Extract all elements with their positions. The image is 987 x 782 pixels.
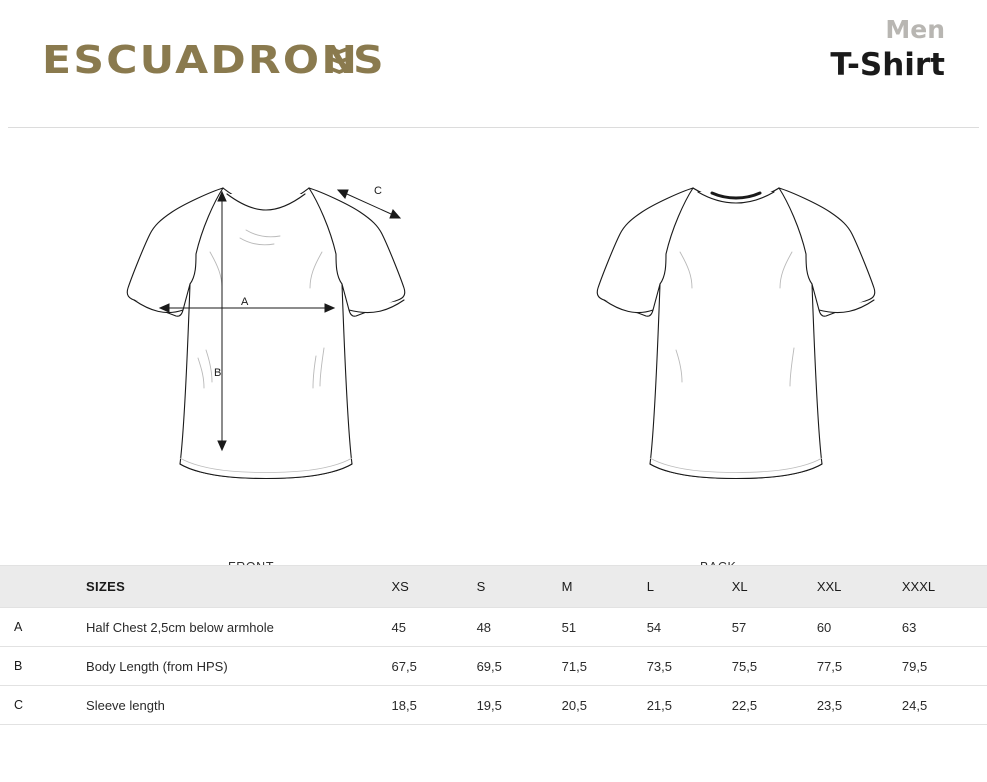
tshirt-back-illustration	[580, 180, 910, 525]
row-a-xxl: 60	[816, 619, 832, 635]
row-key-b: B	[14, 659, 23, 673]
table-row	[0, 608, 987, 647]
illustration-area	[0, 120, 987, 574]
header-size-xs: XS	[392, 566, 477, 608]
header-description: SIZES	[84, 566, 391, 608]
header-size-m: M	[562, 566, 647, 608]
tshirt-front-illustration	[110, 180, 440, 525]
table-body	[0, 608, 987, 725]
row-b-xxxl: 79,5	[901, 658, 928, 674]
table-header-row	[0, 566, 987, 608]
row-c-xxxl: 24,5	[901, 697, 928, 713]
measure-label-c: C	[374, 185, 382, 197]
back-view-caption: BACK	[700, 560, 737, 574]
row-c-xxl: 23,5	[816, 697, 843, 713]
measure-label-a: A	[241, 296, 249, 308]
row-a-s: 48	[476, 619, 492, 635]
title-garment: T-Shirt	[830, 46, 945, 83]
brand-name-left: ESCUADRON	[42, 38, 360, 82]
table-header	[0, 566, 987, 608]
header-size-s: S	[477, 566, 562, 608]
front-view-caption: FRONT	[228, 560, 275, 574]
row-key-a: A	[14, 620, 23, 634]
row-description-b: Body Length (from HPS)	[86, 658, 228, 674]
size-chart-table	[0, 565, 987, 725]
row-a-xxxl: 63	[901, 619, 917, 635]
row-description-c: Sleeve length	[86, 697, 165, 713]
header-key	[0, 566, 84, 608]
chevron-rank-insignia-icon	[326, 41, 352, 79]
row-key-c: C	[14, 698, 24, 712]
row-description-a: Half Chest 2,5cm below armhole	[86, 619, 274, 635]
header-size-xxxl: XXXL	[902, 566, 987, 608]
row-c-l: 21,5	[646, 697, 672, 713]
row-a-xl: 57	[731, 619, 747, 635]
brand-name-right: S	[353, 38, 387, 82]
header-size-xl: XL	[732, 566, 817, 608]
row-b-xl: 75,5	[731, 658, 758, 674]
table-row	[0, 686, 987, 725]
row-c-xl: 22,5	[731, 697, 758, 713]
row-a-m: 51	[561, 619, 577, 635]
size-table-wrapper	[0, 565, 987, 725]
row-b-m: 71,5	[561, 658, 587, 674]
row-c-s: 19,5	[476, 697, 502, 713]
row-b-xxl: 77,5	[816, 658, 843, 674]
row-a-xs: 45	[391, 619, 406, 635]
measure-label-b: B	[214, 367, 222, 379]
row-b-l: 73,5	[646, 658, 672, 674]
row-a-l: 54	[646, 619, 662, 635]
row-b-xs: 67,5	[391, 658, 417, 674]
header-size-xxl: XXL	[817, 566, 902, 608]
table-row	[0, 647, 987, 686]
row-c-xs: 18,5	[391, 697, 417, 713]
brand-logo	[42, 38, 387, 82]
title-gender: Men	[885, 15, 945, 44]
page-title	[830, 16, 945, 82]
page-header	[0, 0, 987, 120]
row-c-m: 20,5	[561, 697, 587, 713]
row-b-s: 69,5	[476, 658, 502, 674]
header-size-l: L	[647, 566, 732, 608]
